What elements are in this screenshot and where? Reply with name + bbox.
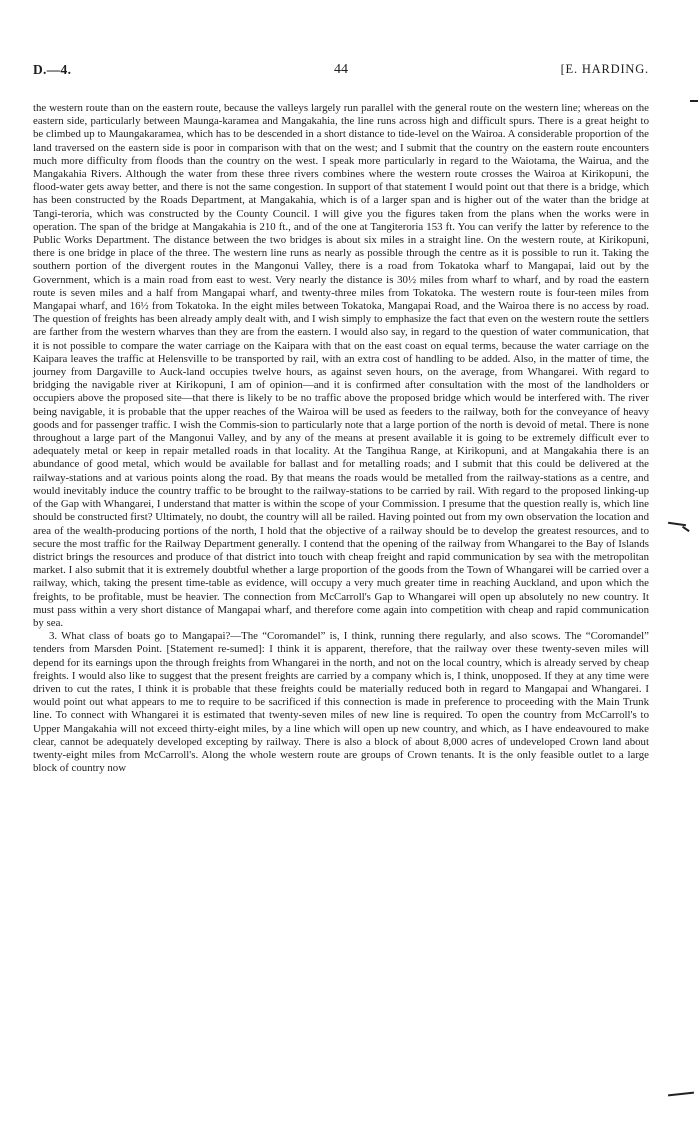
page-number: 44 (334, 62, 348, 77)
margin-mark (690, 100, 698, 102)
paragraph-statement: the western route than on the eastern route, because the valleys largely run parallel with the general route on the western line; whereas on the eastern side, particularly between Maunga-karamea and Mangakahia, the line runs across high and difficult spurs. There is a great height to be climbed up to Maungakaramea, which has to be descended in a short distance to tide-level on the Wairoa. A considerable proportion of the land traversed on the eastern side is poor in comparison with that on the west; and I submit that the country on the eastern route encounters much more difficulty from floods than the country on the west. I speak more particularly in regard to the Waiotama, the Wairua, and the Mangakahia Rivers. Although the water from these three rivers combines where the western route crosses the Wairoa at Kirikopuni, the flood-water gets away better, and there is not the same congestion. In support of that statement I would point out that there is a bridge, which has been constructed by the Roads Department, at Mangakahia, which is of a larger span and is higher out of the water than the bridge at Tangi-teroria, which was constructed by the County Council. I will give you the figures taken from the plans when the works were in operation. The span of the bridge at Mangakahia is 210 ft., and of the one at Tangiteroria 153 ft. You can verify the latter by reference to the Public Works Department. The distance between the two bridges is about six miles in a straight line. On the western route, at Kirikopuni, there is one bridge in place of the three. The western line runs as nearly as possible through the centre as it is possible to run it. Taking the southern portion of the divergent routes in the Mangonui Valley, there is a road from Tokatoka wharf to Mangapai, laid out by the Government, which is a main road from east to west. Very nearly the distance is 30½ miles from wharf to wharf, and by road the eastern route is seven miles and a half from Mangapai wharf, and twenty-three miles from Tokatoka. The western route is four-teen miles from Mangapai wharf, and 16½ from Tokatoka. In the eight miles between Tokatoka, Mangapai Road, and the Wairoa there is no access by road. The question of freights has been already amply dealt with, and I wish simply to emphasize the fact that even on the western route the settlers are farther from the western wharves than they are from the eastern. I would also say, in regard to the question of water communication, that it is not possible to compare the water carriage on the Kaipara with that on the east coast on equal terms, because the water carriage on the Kaipara leaves the traffic at Helensville to be transported by rail, with an extra cost of handling to be added. Also, in the matter of time, the journey from Dargaville to Auck-land occupies twelve hours, as against seven hours, on the average, from Whangarei. With regard to bridging the navigable river at Kirikopuni, I am of opinion—and it is confirmed after consultation with the most of the landholders or occupiers above the proposed site—that there is likely to be no traffic above the proposed bridge which would be interfered with. The river being navigable, it is probable that the upper reaches of the Wairoa will be used as feeders to the railway, both for the conveyance of heavy goods and for passenger traffic. I wish the Commis-sion to particularly note that a large portion of the north is devoid of metal. There is none throughout a large part of the Mangonui Valley, and by any of the means at present available it is going to be extremely difficult ever to adequately metal or keep in repair metalled roads in that locality. At the Tangihua Range, at Kirikopuni, and at Mangakahia there is an abundance of good metal, which would be available for ballast and for metalling roads; and I submit that this could be delivered at the railway-stations and at various points along the road. By that means the roads would be metalled from the railway-stations as a centre, and would inevitably induce the country traffic to be brought to the railway-stations to be carried by rail. With regard to the proposed linking-up of the Gap with Whangarei, I understand that matter is within the scope of your Commission. I presume that the question really is, which line should be constructed first? Ultimately, no doubt, the country will all be railed. Having pointed out from my own observation the location and area of the wealth-producing portions of the north, I hold that the objective of a railway should be to develop the greatest resources, and to secure the most traffic for the Railway Department generally. I contend that the opening of the railway from Whangarei to the Bay of Islands district brings the resources and produce of that district into touch with cheap freight and rapid communication by sea with the metropolitan market. I also submit that it is extremely doubtful whether a large proportion of the goods from the Town of Whangarei will be carried over a railway, which, taking the present time-table as evidence, will occupy a very much greater time in reaching Auckland, and upon which the freights, to be profitable, must be heavier. The connection from McCarroll's Gap to Whangarei will open up absolutely no new country. It must pass within a very short distance of Mangapai wharf, and therefore come again into competition with cheap and rapid communication by sea. (33, 102, 649, 629)
page-header (33, 62, 649, 82)
speaker-name: [E. HARDING. (560, 62, 649, 76)
paragraph-question-3: 3. What class of boats go to Mangapai?—The “Coromandel” is, I think, running there regularly, and also scows. The “Coromandel” tenders from Marsden Point. [Statement re-sumed]: I think it is apparent, therefore, that the railway over these twenty-seven miles will depend for its earnings upon the through freights from Whangarei in the north, and not on the local country, which is already served by cheap freights. I would also like to suggest that the present freights are carried by a company which is, I think, unopposed. If they at any time were driven to cut the rates, I think it is probable that these freights could be materially reduced both in regard to Mangapai and Whangarei. I would point out what appears to me to require to be sacrificed if this connection is made in preference to proceeding with the Main Trunk line. To connect with Whangarei it is estimated that twenty-seven miles of new line is required. To open the country from McCarroll's to Upper Mangakahia will not exceed thirty-eight miles, by a line which will open up new country, and which, as I have endeavoured to make clear, cannot be adequately developed excepting by railway. There is also a block of about 8,000 acres of undeveloped Crown land about twenty-eight miles from McCarroll's. Along the whole western route are groups of Crown tenants. It is the only feasible outlet to a large block of country now (33, 630, 649, 775)
margin-mark (668, 1092, 694, 1097)
document-reference: D.—4. (33, 62, 72, 77)
margin-mark (682, 526, 689, 532)
page-body (33, 102, 649, 775)
